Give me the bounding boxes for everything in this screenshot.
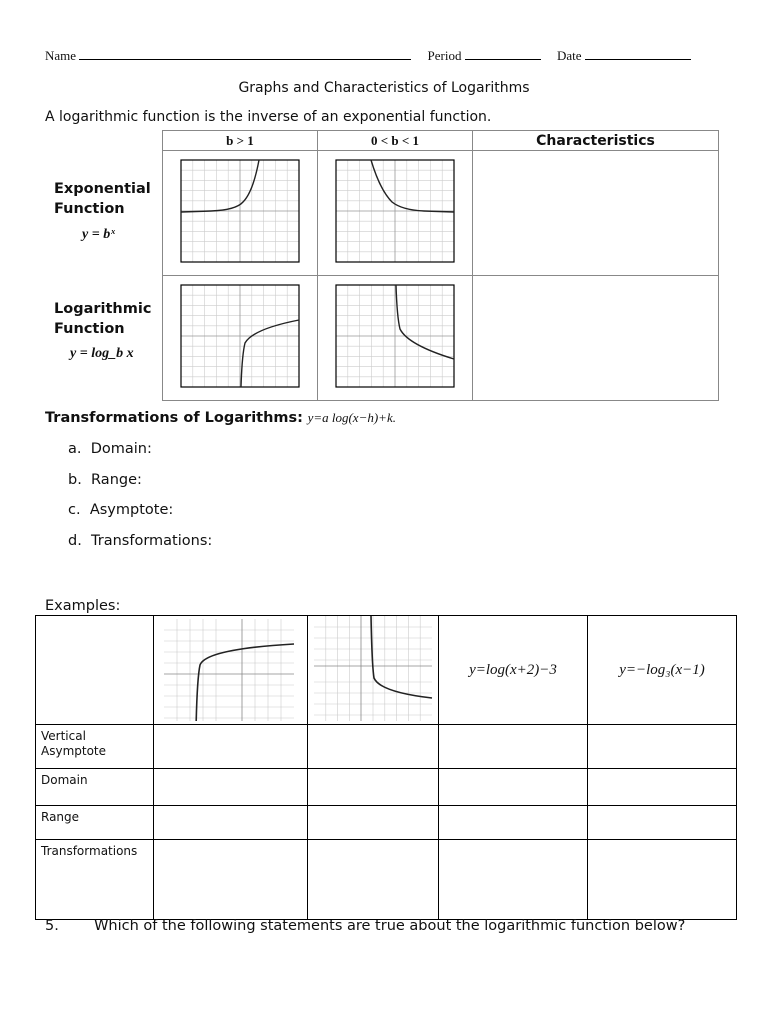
exp-growth-graph — [163, 151, 317, 271]
date-label: Date — [557, 48, 582, 63]
examples-table — [35, 615, 737, 920]
example-formula-1-cell — [439, 616, 588, 725]
transformations-formula: y=a log(x−h)+k. — [307, 410, 396, 425]
col-characteristics: Characteristics — [473, 131, 719, 151]
answer-cell[interactable] — [154, 840, 308, 920]
question-text: Which of the following statements are true about the logarithmic function below? — [94, 918, 686, 934]
answer-cell[interactable] — [154, 725, 308, 769]
answer-cell[interactable] — [154, 806, 308, 840]
answer-cell[interactable] — [439, 725, 588, 769]
exp-graph-decay-cell — [318, 151, 473, 276]
example-graph-2 — [308, 616, 438, 721]
list-item-asymptote: c. Asymptote: — [68, 502, 174, 518]
log-graph-decay-cell — [318, 276, 473, 401]
log-growth-graph — [163, 276, 317, 396]
answer-cell[interactable] — [154, 769, 308, 806]
log-row-label: Logarithmic Function — [54, 301, 152, 337]
exp-decay-graph — [318, 151, 472, 271]
answer-cell[interactable] — [308, 769, 439, 806]
period-field[interactable] — [465, 47, 541, 60]
answer-cell[interactable] — [588, 840, 737, 920]
log-characteristics-cell[interactable] — [473, 276, 719, 401]
answer-cell[interactable] — [439, 806, 588, 840]
question-number: 5. — [45, 918, 59, 934]
exp-characteristics-cell[interactable] — [473, 151, 719, 276]
example-graph-1-cell — [154, 616, 308, 725]
name-label: Name — [45, 48, 77, 63]
example-formula-1: y=log(x+2)−3 — [469, 661, 557, 678]
header-line — [45, 47, 691, 64]
col-b-between-0-1: 0 < b < 1 — [318, 131, 473, 151]
date-field[interactable] — [585, 47, 691, 60]
answer-cell[interactable] — [588, 725, 737, 769]
examples-corner-cell — [36, 616, 154, 725]
log-decay-graph — [318, 276, 472, 396]
row-label-transformations: Transformations — [36, 840, 154, 920]
name-field[interactable] — [79, 47, 411, 60]
answer-cell[interactable] — [308, 840, 439, 920]
log-formula: y = log_b x — [70, 346, 134, 361]
example-graph-1 — [154, 616, 307, 721]
row-label-range: Range — [36, 806, 154, 840]
answer-cell[interactable] — [439, 769, 588, 806]
intro-text: A logarithmic function is the inverse of an exponential function. — [45, 109, 492, 125]
answer-cell[interactable] — [588, 806, 737, 840]
question-5 — [45, 918, 685, 934]
transformations-heading: Transformations of Logarithms: y=a log(x−h)+k. — [45, 410, 396, 426]
page-title: Graphs and Characteristics of Logarithms — [238, 80, 530, 96]
example-formula-2-cell — [588, 616, 737, 725]
list-item-transformations: d. Transformations: — [68, 533, 213, 549]
answer-cell[interactable] — [588, 769, 737, 806]
answer-cell[interactable] — [308, 806, 439, 840]
answer-cell[interactable] — [439, 840, 588, 920]
col-b-greater-1: b > 1 — [163, 131, 318, 151]
row-label-vertical-asymptote: Vertical Asymptote — [36, 725, 154, 769]
row-label-domain: Domain — [36, 769, 154, 806]
log-graph-growth-cell — [163, 276, 318, 401]
exp-graph-growth-cell — [163, 151, 318, 276]
answer-cell[interactable] — [308, 725, 439, 769]
period-label: Period — [427, 48, 462, 63]
exp-row-label: Exponential Function — [54, 181, 151, 217]
exp-formula: y = bˣ — [82, 227, 115, 242]
example-graph-2-cell — [308, 616, 439, 725]
list-item-domain: a. Domain: — [68, 441, 152, 457]
example-formula-2: y=−log₃(x−1) — [619, 661, 705, 678]
examples-heading: Examples: — [45, 598, 121, 614]
list-item-range: b. Range: — [68, 472, 142, 488]
log-characteristics-table — [162, 130, 719, 401]
